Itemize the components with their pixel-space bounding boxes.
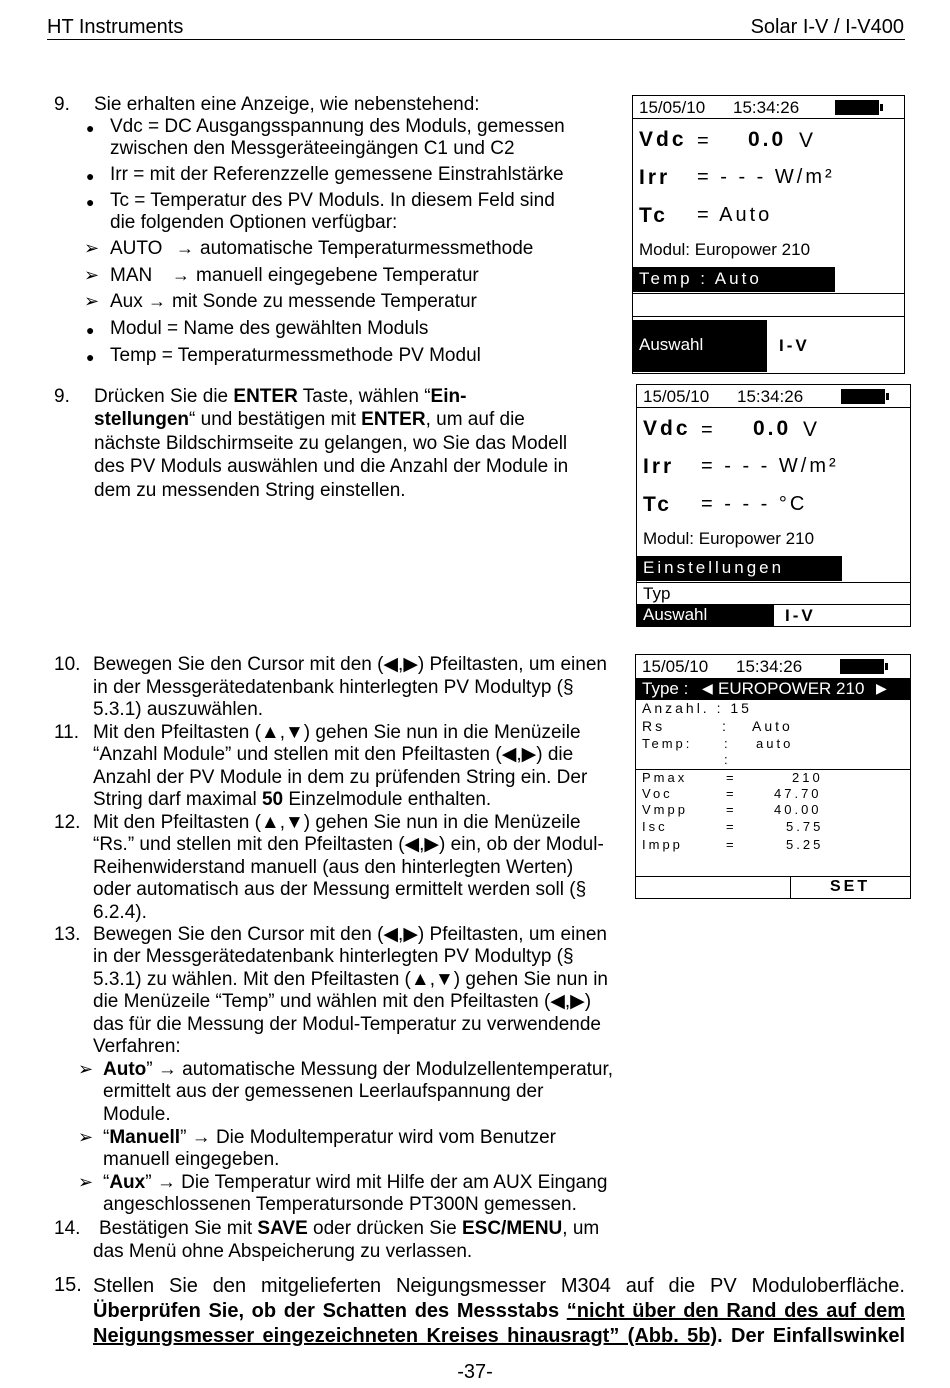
arrow-bullet-icon: ➢	[78, 1172, 94, 1192]
text-line: Verfahren:	[93, 1036, 181, 1057]
bullet-icon: ●	[86, 168, 95, 184]
text-line: Bewegen Sie den Cursor mit den (◀,▶) Pfeiltasten, um einen	[93, 924, 607, 945]
vdc-value: 0.0	[748, 128, 787, 151]
text-line: Vdc = DC Ausgangsspannung des Moduls, gemessen	[110, 116, 565, 137]
text-line: in der Messgerätedatenbank hinterlegten PV Modultyp (§	[93, 946, 574, 967]
impp-value: 5.25	[786, 837, 824, 852]
arrow-right-icon: →	[172, 265, 190, 285]
vdc-label: Vdc	[639, 128, 687, 151]
mode-softkey[interactable]: I-V	[779, 336, 810, 355]
date: 15/05/10	[643, 387, 710, 406]
battery-icon	[840, 659, 884, 674]
divider	[633, 293, 904, 294]
arrow-bullet-icon: ➢	[78, 1059, 94, 1079]
text-line: Module.	[103, 1104, 171, 1125]
tc-label: Tc	[643, 493, 672, 516]
vmpp-label: Vmpp	[642, 802, 688, 817]
text-line: 5.3.1) auszuwählen.	[93, 699, 264, 720]
auswahl-softkey[interactable]: Auswahl	[643, 605, 708, 624]
voc-value: 47.70	[774, 786, 822, 801]
typ-label: Typ	[643, 584, 671, 603]
text-line: mit Sonde zu messende Temperatur	[172, 291, 477, 312]
text-line: 5.3.1) zu wählen. Mit den Pfeiltasten (▲,▼) gehen Sie nun in	[93, 969, 609, 990]
vdc-unit: V	[799, 129, 814, 152]
text-line: dem zu messenden String einstellen.	[94, 480, 406, 501]
text-line: Modul = Name des gewählten Moduls	[110, 318, 429, 339]
instrument-screen-1	[632, 95, 905, 374]
text-line: “Aux” → Die Temperatur wird mit Hilfe der am AUX Eingang	[103, 1172, 608, 1193]
text-line: Überprüfen Sie, ob der Schatten des Messstabs “nicht über den Rand des auf dem	[93, 1300, 905, 1322]
arrow-bullet-icon: ➢	[78, 1127, 94, 1147]
time: 15:34:26	[736, 657, 803, 676]
option-label: AUTO	[110, 238, 163, 259]
step-number: 9.	[54, 94, 70, 115]
option-label: Aux	[110, 291, 143, 312]
text-line: die Menüzeile “Temp” und wählen mit den Pfeiltasten (◀,▶)	[93, 991, 592, 1012]
irr-label: Irr	[643, 455, 675, 478]
bullet-icon: ●	[86, 194, 95, 210]
date: 15/05/10	[642, 657, 709, 676]
set-softkey[interactable]: SET	[830, 878, 871, 895]
text-line: zwischen den Messgeräteeingängen C1 und C2	[110, 138, 515, 159]
chevron-right-icon[interactable]: ▶	[876, 680, 887, 696]
text-line: Mit den Pfeiltasten (▲,▼) gehen Sie nun in die Menüzeile	[93, 722, 581, 743]
impp-label: Impp	[642, 837, 683, 852]
impp-sep: =	[726, 837, 734, 852]
type-value[interactable]: EUROPOWER 210	[718, 679, 865, 698]
text-line: nächste Bildschirmseite zu gelangen, wo Sie das Modell	[94, 433, 568, 454]
battery-icon	[841, 389, 885, 404]
text-line: “Rs.” und stellen mit den Pfeiltasten (◀,▶) ein, ob der Modul-	[93, 834, 604, 855]
step-number: 13.	[54, 924, 81, 945]
text-line: “Manuell” → Die Modultemperatur wird vom Benutzer	[103, 1127, 556, 1148]
rs-value[interactable]: Auto	[752, 718, 793, 734]
einstellungen-highlight[interactable]: Einstellungen	[637, 556, 842, 581]
isc-sep: =	[726, 819, 734, 834]
text-line: String darf maximal 50 Einzelmodule enthalten.	[93, 789, 492, 810]
text-line: Anzahl der PV Module in dem zu prüfenden String ein. Der	[93, 767, 588, 788]
modul-name: Modul: Europower 210	[643, 529, 815, 548]
arrow-bullet-icon: ➢	[84, 291, 100, 311]
text-line: die folgenden Optionen verfügbar:	[110, 212, 398, 233]
text-line: stellungen“ und bestätigen mit ENTER, um auf die	[94, 409, 525, 430]
text-line: Reihenwiderstand manuell (aus den hinterlegten Werten)	[93, 857, 574, 878]
text-line: automatische Temperaturmessmethode	[200, 238, 534, 259]
divider	[637, 582, 910, 583]
time: 15:34:26	[733, 98, 800, 117]
text-line: Neigungsmesser eingezeichneten Kreises hinausragt” (Abb. 5b). Der Einfallswinkel	[93, 1325, 905, 1347]
pmax-value: 210	[792, 770, 823, 785]
step-number: 11.	[54, 722, 80, 743]
arrow-bullet-icon: ➢	[84, 265, 100, 285]
temp-value[interactable]: auto	[756, 736, 794, 751]
vdc-eq: =	[697, 130, 709, 152]
text-line: in der Messgerätedatenbank hinterlegten PV Modultyp (§	[93, 677, 574, 698]
modul-name: Modul: Europower 210	[639, 240, 811, 259]
rs-label: Rs	[642, 718, 666, 734]
battery-icon	[835, 100, 879, 115]
divider	[790, 876, 791, 898]
step-number: 15.	[54, 1274, 82, 1296]
pmax-label: Pmax	[642, 770, 688, 785]
text-line: des PV Moduls auswählen und die Anzahl der Module in	[94, 456, 569, 477]
text-line: Mit den Pfeiltasten (▲,▼) gehen Sie nun in die Menüzeile	[93, 812, 581, 833]
step-number: 14.	[54, 1218, 81, 1239]
text-line: oder automatisch aus der Messung ermittelt werden soll (§	[93, 879, 587, 900]
text-line: Temp = Temperaturmessmethode PV Modul	[110, 345, 481, 366]
mode-softkey[interactable]: I-V	[785, 606, 816, 625]
tc-value: = Auto	[697, 204, 773, 226]
text-line: ermittelt aus der gemessenen Leerlaufspannung der	[103, 1081, 544, 1102]
anzahl-row[interactable]: Anzahl. : 15	[642, 700, 752, 716]
arrow-right-icon: →	[176, 238, 194, 258]
text-line: das Menü ohne Abspeicherung zu verlassen.	[93, 1241, 473, 1262]
text-line: Sie erhalten eine Anzeige, wie nebenstehend:	[94, 94, 480, 115]
time: 15:34:26	[737, 387, 804, 406]
date: 15/05/10	[639, 98, 706, 117]
vdc-eq: =	[701, 419, 713, 441]
voc-sep: =	[726, 786, 734, 801]
page-number: -37-	[457, 1361, 493, 1383]
text-line: manuell eingegeben.	[103, 1149, 280, 1170]
temp-highlight[interactable]: Temp : Auto	[633, 267, 835, 292]
instrument-screen-2	[636, 384, 911, 627]
auswahl-softkey[interactable]: Auswahl	[639, 335, 704, 354]
irr-label: Irr	[639, 166, 671, 189]
text-line: Tc = Temperatur des PV Moduls. In diesem Feld sind	[110, 190, 555, 211]
header-left: HT Instruments	[47, 16, 184, 38]
arrow-bullet-icon: ➢	[84, 238, 100, 258]
vmpp-sep: =	[726, 802, 734, 817]
divider	[633, 118, 904, 119]
type-label: Type :	[642, 679, 689, 698]
isc-value: 5.75	[786, 819, 824, 834]
tc-label: Tc	[639, 204, 668, 227]
vmpp-value: 40.00	[774, 802, 822, 817]
chevron-left-icon[interactable]: ◀	[702, 680, 713, 696]
voc-label: Voc	[642, 786, 673, 801]
text-line: das für die Messung der Modul-Temperatur zu verwendende	[93, 1014, 601, 1035]
header-right: Solar I-V / I-V400	[750, 16, 904, 38]
text-line: Bestätigen Sie mit SAVE oder drücken Sie ESC/MENU, um	[99, 1218, 600, 1239]
instrument-screen-3	[635, 654, 911, 899]
irr-value: = - - - W/m²	[701, 455, 839, 477]
step-number: 9.	[54, 386, 70, 407]
divider	[633, 316, 904, 317]
temp-label: Temp:	[642, 736, 693, 751]
vdc-label: Vdc	[643, 417, 691, 440]
text-line: Drücken Sie die ENTER Taste, wählen “Ein-	[94, 386, 467, 407]
extra-colon: :	[724, 752, 731, 767]
bullet-icon: ●	[86, 322, 95, 338]
option-label: MAN	[110, 265, 153, 286]
text-line: angeschlossenen Temperatursonde PT300N gemessen.	[103, 1194, 577, 1215]
text-line: Stellen Sie den mitgelieferten Neigungsmesser M304 auf die PV Moduloberfläche.	[93, 1275, 905, 1297]
text-line: manuell eingegebene Temperatur	[196, 265, 479, 286]
text-line: Bewegen Sie den Cursor mit den (◀,▶) Pfeiltasten, um einen	[93, 654, 607, 675]
header-rule	[47, 39, 905, 40]
step-number: 12.	[54, 812, 81, 833]
vdc-unit: V	[803, 418, 818, 441]
divider	[636, 876, 910, 877]
text-line: Auto” → automatische Messung der Modulzellentemperatur,	[103, 1059, 614, 1080]
isc-label: Isc	[642, 819, 668, 834]
bullet-icon: ●	[86, 349, 95, 365]
pmax-sep: =	[726, 770, 734, 785]
text-line: Irr = mit der Referenzzelle gemessene Einstrahlstärke	[110, 164, 564, 185]
vdc-value: 0.0	[753, 417, 792, 440]
irr-value: = - - - W/m²	[697, 166, 835, 188]
step-number: 10.	[54, 654, 81, 675]
text-line: 6.2.4).	[93, 902, 147, 923]
rs-sep: :	[722, 718, 729, 734]
bullet-icon: ●	[86, 120, 95, 136]
temp-sep: :	[724, 736, 731, 751]
tc-value: = - - - °C	[701, 493, 808, 515]
arrow-right-icon: →	[148, 291, 166, 311]
text-line: “Anzahl Module” und stellen mit den Pfeiltasten (◀,▶) die	[93, 744, 574, 765]
divider	[637, 407, 910, 408]
